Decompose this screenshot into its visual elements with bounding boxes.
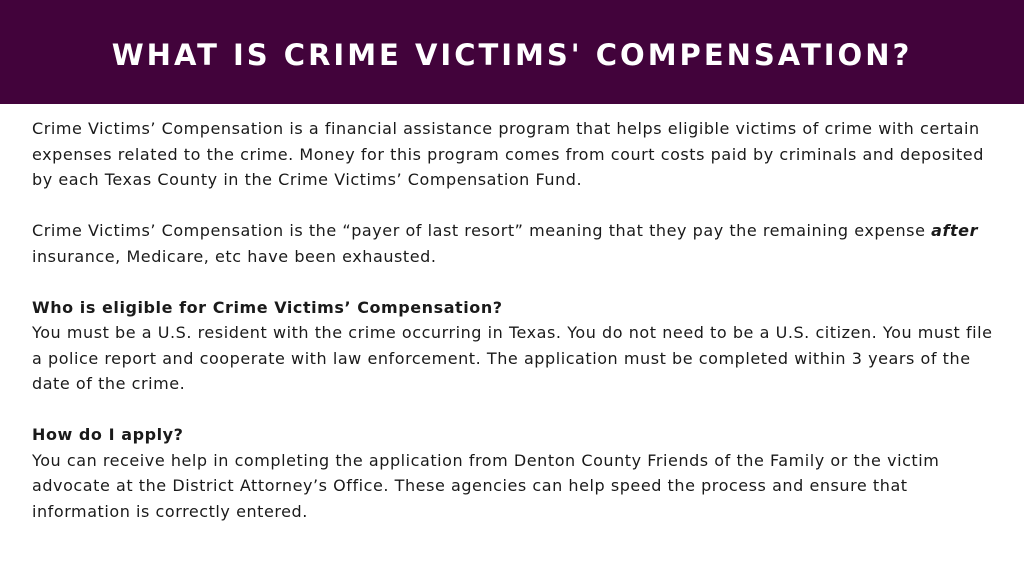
eligibility-heading: Who is eligible for Crime Victims’ Compensation? — [32, 297, 503, 317]
apply-heading: How do I apply? — [32, 425, 184, 444]
eligibility-section — [32, 295, 1000, 397]
last-resort-text-before: Crime Victims’ Compensation is the “payer of last resort” meaning that they pay the remaining expense — [32, 221, 932, 240]
apply-section — [32, 422, 1000, 524]
title-banner — [0, 0, 1024, 104]
intro-paragraph: Crime Victims’ Compensation is a financial assistance program that helps eligible victims of crime with certain expenses related to the crime. Money for this program comes from court costs paid by criminals and deposited by each Texas County in the Crime Victims’ Compensation Fund. — [32, 119, 984, 189]
page-title: WHAT IS CRIME VICTIMS' COMPENSATION? — [111, 37, 913, 72]
eligibility-text: You must be a U.S. resident with the crime occurring in Texas. You do not need to be a U.S. citizen. You must file a police report and cooperate with law enforcement. The application must be completed within 3 years of the date of the crime. — [32, 323, 993, 393]
apply-text: You can receive help in completing the application from Denton County Friends of the Family or the victim advocate at the District Attorney’s Office. These agencies can help speed the process and ensure that information is correctly entered. — [32, 450, 940, 521]
last-resort-text-after: insurance, Medicare, etc have been exhausted. — [32, 246, 437, 266]
last-resort-emphasis: after — [931, 221, 979, 240]
body-text — [32, 116, 1000, 550]
last-resort-paragraph — [32, 218, 1000, 269]
